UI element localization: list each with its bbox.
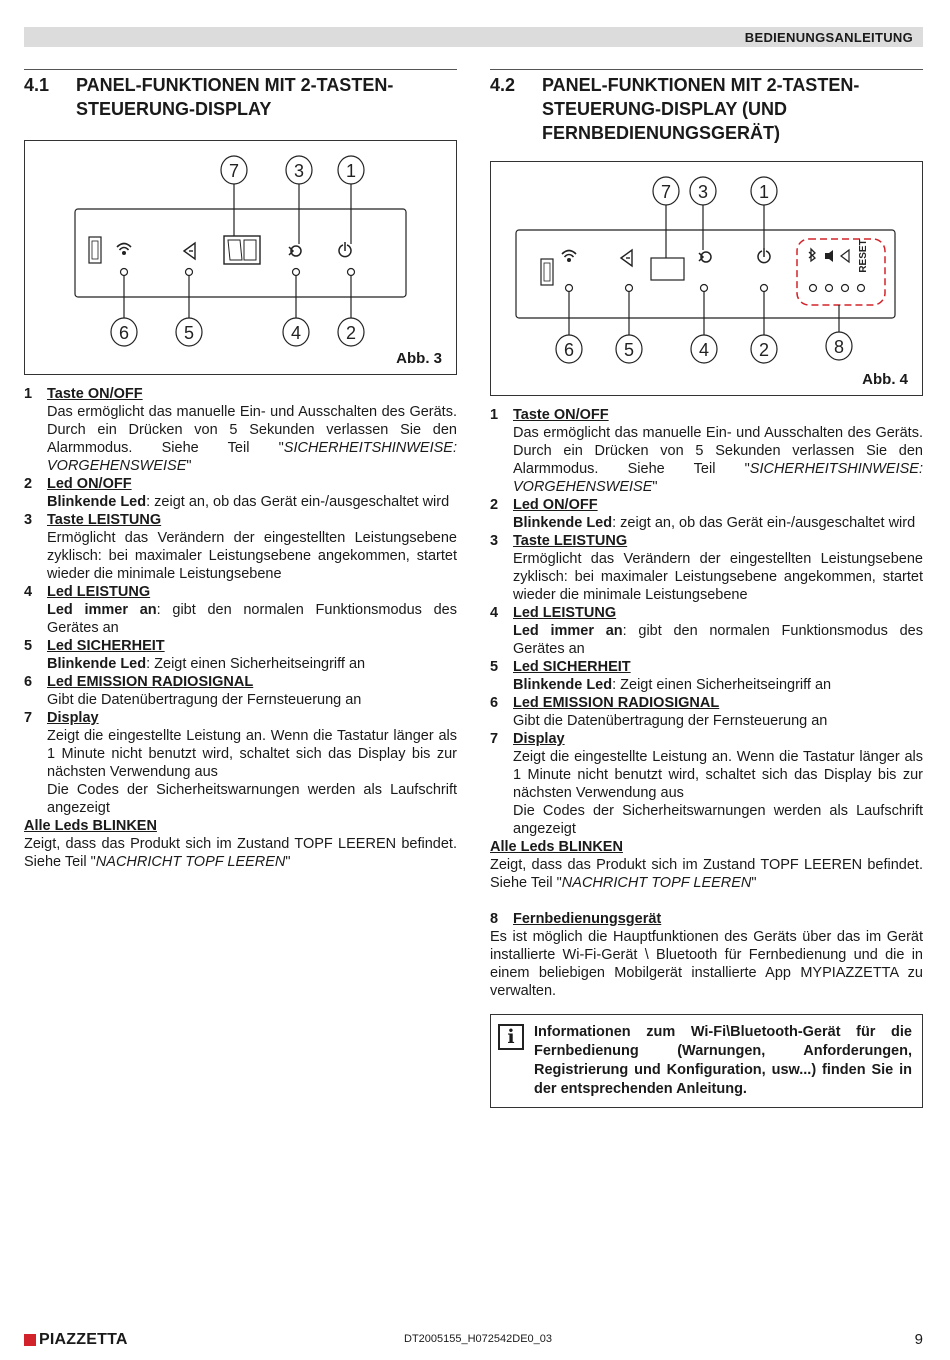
list-item: 1 Taste ON/OFF Das ermöglicht das manuelle Ein- und Ausschalten des Geräts. Durch ein Drücken von 5 Sekunden verlassen Sie den Alarmmodus. Siehe Teil "SICHERHEITSHINWEISE: VORGEHENSWEISE" (490, 407, 923, 495)
list-item: 6 Led EMISSION RADIOSIGNAL Gibt die Datenübertragung der Fernsteuerung an (490, 695, 828, 729)
all-leds-text: Zeigt, dass das Produkt sich im Zustand TOPF LEEREN befindet. Siehe Teil "NACHRICHT TOPF LEEREN" (24, 836, 457, 870)
list-item: 6 Led EMISSION RADIOSIGNAL Gibt die Datenübertragung der Fernsteuerung an (24, 674, 362, 708)
item-8: 8 Fernbedienungsgerät (490, 911, 662, 927)
wifi-icon (562, 251, 576, 262)
list-item: 2 Led ON/OFF Blinkende Led: zeigt an, ob das Gerät ein-/ausgeschaltet wird (490, 497, 916, 531)
callout-1: 1 (758, 182, 770, 202)
remote-device-group (797, 239, 885, 305)
callout-7: 7 (228, 161, 240, 181)
header-bar (24, 27, 923, 47)
section-4-2 (490, 69, 923, 1108)
display-box (651, 258, 684, 280)
control-panel-diagram-remote (491, 162, 924, 397)
item-list (490, 406, 923, 1108)
page-number: 9 (914, 1331, 923, 1348)
info-text: Informationen zum Wi-Fi\Bluetooth-Gerät für die Fernbedienung (Warnungen, Anforderungen, Registrierung und Konfiguration, usw...) finden Sie in der entsprechenden Anleitung. (534, 1024, 912, 1097)
power-level-icon (289, 246, 301, 256)
section-4-1 (24, 69, 457, 871)
list-item: 3 Taste LEISTUNG Ermöglicht das Verändern der eingestellten Leistungsebene zyklisch: bei maximaler Leistungsebene angekommen, startet wieder die minimale Leistungsebene (490, 533, 923, 603)
section-number: 4.2 (490, 75, 516, 95)
figure-abb-3 (24, 140, 457, 375)
callout-4: 4 (290, 323, 302, 343)
item-list (24, 385, 457, 871)
list-item: 4 Led LEISTUNG Led immer an: gibt den normalen Funktionsmodus des Gerätes an (490, 605, 923, 657)
callout-2: 2 (345, 323, 357, 343)
brand-mark-icon (24, 1334, 36, 1346)
list-item: 2 Led ON/OFF Blinkende Led: zeigt an, ob das Gerät ein-/ausgeschaltet wird (24, 476, 450, 510)
list-item: 5 Led SICHERHEIT Blinkende Led: Zeigt einen Sicherheitseingriff an (24, 638, 366, 672)
list-item: 7 Display Zeigt die eingestellte Leistung an. Wenn die Tastatur länger als 1 Minute nicht benutzt wird, schaltet sich das Display bis zur nächsten Verwendung aus Die Codes der Sicherheitswarnungen werden als Laufschrift angezeigt (24, 710, 457, 816)
power-icon (339, 242, 351, 257)
callout-8: 8 (833, 337, 845, 357)
all-leds-title: Alle Leds BLINKEN (24, 818, 157, 834)
callout-2: 2 (758, 340, 770, 360)
callout-1: 1 (345, 161, 357, 181)
all-leds-text: Zeigt, dass das Produkt sich im Zustand TOPF LEEREN befindet. Siehe Teil "NACHRICHT TOPF LEEREN" (490, 857, 923, 891)
section-title (24, 69, 457, 121)
section-heading: PANEL-FUNKTIONEN MIT 2-TASTEN-STEUERUNG-DISPLAY (76, 75, 394, 119)
figure-label: Abb. 4 (862, 371, 908, 388)
list-item: 4 Led LEISTUNG Led immer an: gibt den normalen Funktionsmodus des Gerätes an (24, 584, 457, 636)
callout-5: 5 (623, 340, 635, 360)
reset-label: RESET (858, 239, 869, 273)
warning-small-icon (841, 250, 849, 262)
callout-4: 4 (698, 340, 710, 360)
callout-6: 6 (118, 323, 130, 343)
warning-icon (621, 250, 632, 266)
bluetooth-icon (809, 249, 815, 261)
list-item: 5 Led SICHERHEIT Blinkende Led: Zeigt einen Sicherheitseingriff an (490, 659, 832, 693)
document-code: DT2005155_H072542DE0_03 (404, 1333, 553, 1345)
section-title (490, 69, 923, 145)
header-title: BEDIENUNGSANLEITUNG (744, 30, 913, 45)
list-item: 3 Taste LEISTUNG Ermöglicht das Verändern der eingestellten Leistungsebene zyklisch: bei maximaler Leistungsebene angekommen, startet wieder die minimale Leistungsebene (24, 512, 457, 582)
callout-5: 5 (183, 323, 195, 343)
speaker-icon (825, 250, 833, 262)
control-panel-diagram (25, 141, 458, 376)
section-heading: PANEL-FUNKTIONEN MIT 2-TASTEN-STEUERUNG-DISPLAY (UND FERNBEDIENUNGSGERÄT) (542, 75, 860, 143)
power-icon (758, 248, 770, 263)
callout-3: 3 (293, 161, 305, 181)
list-item: 1 Taste ON/OFF Das ermöglicht das manuelle Ein- und Ausschalten des Geräts. Durch ein Drücken von 5 Sekunden verlassen Sie den Alarmmodus. Siehe Teil "SICHERHEITSHINWEISE: VORGEHENSWEISE" (24, 386, 457, 474)
brand-name: PIAZZETTA (39, 1331, 128, 1348)
info-box (490, 1014, 923, 1108)
list-item: 7 Display Zeigt die eingestellte Leistung an. Wenn die Tastatur länger als 1 Minute nicht benutzt wird, schaltet sich das Display bis zur nächsten Verwendung aus Die Codes der Sicherheitswarnungen werden als Laufschrift angezeigt (490, 731, 923, 837)
section-number: 4.1 (24, 75, 50, 95)
power-level-icon (699, 252, 711, 262)
brand-logo (24, 1331, 128, 1349)
figure-abb-4 (490, 161, 923, 396)
item-8-title: Fernbedienungsgerät (513, 911, 662, 927)
callout-3: 3 (697, 182, 709, 202)
info-icon: i (498, 1024, 524, 1050)
item-8-text: Es ist möglich die Hauptfunktionen des Geräts über das im Gerät installierte Wi-Fi-Gerät \ Bluetooth für Fernbedienung und die in einem beliebigen Mobilgerät installierte App MYPIAZZETTA zu verwalten. (490, 929, 923, 999)
callout-6: 6 (563, 340, 575, 360)
warning-icon (184, 243, 195, 259)
figure-label: Abb. 3 (396, 350, 442, 367)
all-leds-title: Alle Leds BLINKEN (490, 839, 623, 855)
callout-7: 7 (660, 182, 672, 202)
wifi-icon (117, 244, 131, 255)
